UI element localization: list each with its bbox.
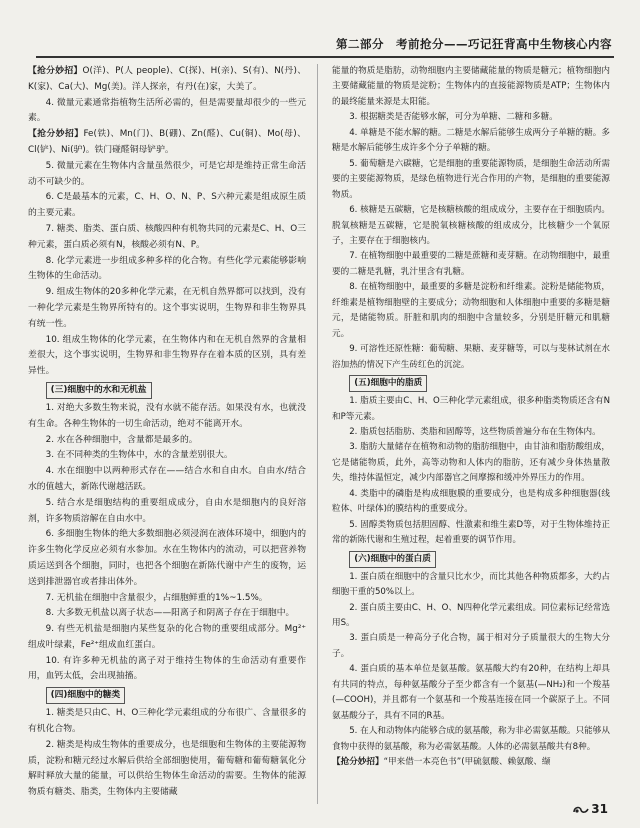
paragraph: 7. 在植物细胞中最重要的二糖是蔗糖和麦芽糖。在动物细胞中，最重要的二糖是乳糖，乳汁里含有乳糖。	[332, 251, 610, 277]
tip-paragraph	[332, 755, 610, 770]
paragraph: 8. 化学元素进一步组成多种多样的化合物。有些化学元素能够影响生物体的生命活动。	[28, 255, 306, 282]
tip-label: 【抢分妙招】	[28, 66, 83, 76]
paragraph: 10. 有许多种无机盐的离子对于维持生物体的生命活动有重要作用，血钙太低，会出现抽搐。	[28, 655, 306, 682]
section-heading: (三)细胞中的水和无机盐	[46, 382, 152, 399]
section-heading: (六)细胞中的蛋白质	[349, 551, 436, 568]
paragraph: 3. 蛋白质是一种高分子化合物，属于相对分子质量很大的生物大分子。	[332, 633, 610, 659]
paragraph: 1. 对绝大多数生物来说，没有水就不能存活。如果没有水，也就没有生命。各种生物体的一切生命活动，绝对不能离开水。	[28, 402, 306, 429]
paragraph: 1. 糖类是只由C、H、O三种化学元素组成的分布很广、含量很多的有机化合物。	[28, 708, 306, 735]
paragraph: 5. 结合水是细胞结构的重要组成成分，自由水是细胞内的良好溶剂，许多物质溶解在自由水中。	[28, 497, 306, 524]
paragraph: 5. 葡萄糖是六碳糖，它是细胞的重要能源物质，是细胞生命活动所需要的主要能源物质，是绿色植物进行光合作用的产物，是细胞的重要能源物质。	[332, 158, 610, 200]
paragraph: 2. 蛋白质主要由C、H、O、N四种化学元素组成。同位素标记经常选用S。	[332, 602, 610, 628]
continued-paragraph: 能量的物质是脂肪，动物细胞内主要储藏能量的物质是糖元；植物细胞内主要储藏能量的物质是淀粉；生物体内的直接能源物质是ATP；生物体内的最终能量来源是太阳能。	[332, 66, 610, 107]
paragraph: 8. 在植物细胞中，最重要的多糖是淀粉和纤维素。淀粉是储能物质，纤维素是植物细胞壁的主要成分；动物细胞和人体细胞中重要的多糖是糖元，是储能物质。肝脏和肌肉的细胞中含量较多，分别是肝糖元和肌糖元。	[332, 282, 610, 339]
paragraph: 5. 微量元素在生物体内含量虽然很少，可是它却是维持正常生命活动不可缺少的。	[28, 160, 306, 187]
page-header	[36, 34, 614, 58]
paragraph: 6. C是最基本的元素，C、H、O、N、P、S六种元素是组成原生质的主要元素。	[28, 192, 306, 219]
paragraph: 3. 脂肪大量储存在植物和动物的脂肪细胞中，由甘油和脂肪酸组成，它是储能物质，此外，高等动物和人体内的脂肪，还有减少身体热量散失，维持体温恒定，减少内部器官之间摩擦和缓冲外界压力的作用。	[332, 442, 610, 484]
tip-paragraph	[28, 127, 306, 159]
paragraph: 1. 脂质主要由C、H、O三种化学元素组成，很多种脂类物质还含有N和P等元素。	[332, 396, 610, 422]
paragraph: 4. 单糖是不能水解的糖。二糖是水解后能够生成两分子单糖的糖。多糖是水解后能够生成许多个分子单糖的糖。	[332, 127, 610, 154]
swirl-logo-icon	[572, 804, 590, 816]
paragraph: 9. 组成生物体的20多种化学元素，在无机自然界都可以找到，没有一种化学元素是生物界所特有的。这个事实说明，生物界和非生物界具有统一性。	[28, 287, 306, 329]
paragraph: 3. 根据糖类是否能够水解，可分为单糖、二糖和多糖。	[349, 112, 558, 123]
paragraph: 5. 固醇类物质包括胆固醇、性激素和维生素D等，对于生物体维持正常的新陈代谢和生殖过程，起着重要的调节作用。	[332, 519, 610, 546]
paragraph: 2. 水在各种细胞中，含量都是最多的。	[45, 434, 198, 445]
paragraph: 2. 糖类是构成生物体的重要成分，也是细胞和生物体的主要能源物质，淀粉和糖元经过水解后供给全部细胞使用，葡萄糖和葡萄糖氧化分解时释放大量的能量，可以供给生物体生命活动的需要。生物体的能源物质有糖类、脂类，生物体内主要储藏	[28, 739, 306, 798]
column-divider	[317, 64, 318, 804]
tip-text: O(洋)、P(人 people)、C(探)、H(亲)、S(有)、N(丹)、K(家)、Ca(大)、Mg(美)。洋人探亲，有丹(在)家，大美了。	[28, 66, 306, 92]
paragraph: 3. 在不同种类的生物体中，水的含量差别很大。	[45, 450, 233, 461]
tip-paragraph	[28, 64, 306, 96]
paragraph: 6. 多细胞生物体的绝大多数细胞必须浸润在液体环境中，细胞内的许多生物化学反应必须有水参加。水在生物体内的流动，可以把营养物质运送到各个细胞，同时，也把各个细胞在新陈代谢中产生的废物，运送到排泄器官或者排出体外。	[28, 529, 306, 587]
paragraph: 6. 核糖是五碳糖，它是核糖核酸的组成成分，主要存在于细胞质内。脱氧核糖是五碳糖，它是脱氧核糖核酸的组成成分，比核糖少一个氧原子，主要存在于细胞核内。	[332, 205, 610, 246]
paragraph: 4. 微量元素通常指植物生活所必需的，但是需要量却很少的一些元素。	[28, 97, 306, 124]
paragraph: 8. 大多数无机盐以离子状态——阳离子和阴离子存在于细胞中。	[45, 608, 295, 619]
section-heading: (四)细胞中的糖类	[46, 687, 126, 704]
section-heading-row	[332, 374, 610, 393]
paragraph: 4. 蛋白质的基本单位是氨基酸。氨基酸大约有20种，在结构上却具有共同的特点，每种氨基酸分子至少都含有一个氨基(—NH₂)和一个羧基(—COOH)，并且都有一个氨基和一个羧基连接在同一个碳原子上。不同氨基酸分子，具有不同的R基。	[332, 664, 610, 721]
paragraph: 7. 糖类、脂类、蛋白质、核酸四种有机物共同的元素是C、H、O三种元素，蛋白质必须有N，核酸必须有N、P。	[28, 223, 306, 250]
paragraph: 5. 在人和动物体内能够合成的氨基酸，称为非必需氨基酸。只能够从食物中获得的氨基酸，称为必需氨基酸。人体的必需氨基酸共有8种。	[332, 726, 610, 752]
section-heading-row	[332, 550, 610, 569]
page-number: 31	[591, 802, 608, 816]
paragraph: 4. 水在细胞中以两种形式存在——结合水和自由水。自由水/结合水的值越大，新陈代谢越活跃。	[28, 466, 306, 492]
paragraph: 9. 可溶性还原性糖：葡萄糖、果糖、麦芽糖等，可以与斐林试剂在水浴加热的情况下产生砖红色的沉淀。	[332, 344, 610, 370]
right-column	[332, 64, 610, 770]
paragraph: 1. 蛋白质在细胞中的含量只比水少，而比其他各种物质都多，大约占细胞干重的50%以上。	[332, 571, 610, 598]
tip-text: Fe(铁)、Mn(门)、B(硼)、Zn(醛)、Cu(铜)、Mo(母)、Cl(铲)、Ni(驴)。铁门碰醛铜母铲驴。	[28, 129, 306, 155]
paragraph: 9. 有些无机盐是细胞内某些复杂的化合物的重要组成部分。Mg²⁺组成叶绿素，Fe²⁺组成血红蛋白。	[28, 624, 306, 650]
section-heading-row	[28, 381, 306, 400]
left-column	[28, 64, 306, 801]
paragraph: 10. 组成生物体的化学元素，在生物体内和在无机自然界的含量相差很大，这个事实说明，生物界和非生物界存在着本质的区别，具有差异性。	[28, 334, 306, 377]
header-title: 第二部分 考前抢分——巧记狂背高中生物核心内容	[336, 37, 612, 51]
paragraph: 4. 类脂中的磷脂是构成细胞膜的重要成分，也是构成多种细胞器(线粒体、叶绿体)的膜结构的重要成分。	[332, 488, 610, 515]
paragraph: 7. 无机盐在细胞中含量很少，占细胞鲜重的1%~1.5%。	[45, 592, 268, 603]
section-heading-row	[28, 686, 306, 705]
tip-text: “甲来借一本亮色书”(甲硫氨酸、赖氨酸、缬	[383, 757, 551, 768]
section-heading: (五)细胞中的脂质	[349, 375, 427, 392]
paragraph: 2. 脂质包括脂肪、类脂和固醇等，这些物质普遍分布在生物体内。	[349, 426, 601, 437]
tip-label: 【抢分妙招】	[28, 129, 84, 140]
tip-label: 【抢分妙招】	[332, 757, 384, 768]
